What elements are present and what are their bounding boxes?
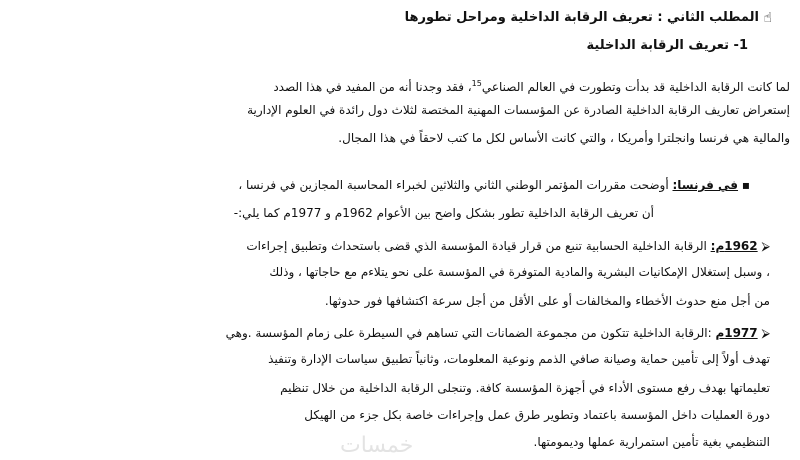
def-1977-line-4: دورة العمليات داخل المؤسسة باعتماد وتطوير طرق عمل وإجراءات خاصة بكل جزء من الهيكل [304,408,770,422]
year-1977: 1977م [715,326,758,340]
year-1962: 1962م: [710,239,758,253]
france-label: في فرنسا: [672,178,739,192]
def-1962-line-3: من أجل منع حدوث الأخطاء والمخالفات أو على الأقل من أجل سرعة اكتشافها فور حدوثها. [324,294,770,308]
footnote-ref: 15 [471,79,482,88]
def-1977-line-1 [0,323,770,343]
intro-text-b: ، فقد وجدنا أنه من المفيد في هذا الصدد [273,80,472,94]
intro-line-2: إستعراض تعاريف الرقابة الداخلية الصادرة عن المؤسسات المهنية المختصة لثلاث دول رائدة في العلوم الإدارية [247,103,790,117]
def-1977-line-3: تعليماتها بهدف رفع مستوى الأداء في أجهزة المؤسسة كافة. وتنجلى الرقابة الداخلية من خلال تنظيم [280,381,770,395]
def-1962-line-1 [0,236,770,256]
arrow-icon: ⮚ [761,326,770,340]
section-heading [0,8,772,28]
subsection-heading [0,36,748,56]
intro-line-3: والمالية هي فرنسا وانجلترا وأمريكا ، والتي كانت الأساس لكل ما كتب لاحقاً في هذا المجال. [338,131,790,145]
def-1962-text-1: الرقابة الداخلية الحسابية تنبع من قرار قيادة المؤسسة الذي قضى باستحداث وتطبيق إجراءات [246,239,707,253]
def-1977-text-1: :الرقابة الداخلية تتكون من مجموعة الضمانات التي تساهم في السيطرة على زمام المؤسسة .وهي [225,326,712,340]
subsection-title: 1- تعريف الرقابة الداخلية [586,38,748,53]
france-line-1 [0,175,750,195]
france-text-1: أوضحت مقررات المؤتمر الوطني الثاني والثلاثين لخبراء المحاسبة المجازين في فرنسا ، [238,178,669,192]
bullet-icon: ▪ [741,178,750,192]
pointing-hand-icon: ☝ [763,10,772,26]
section-title: المطلب الثاني : تعريف الرقابة الداخلية ومراحل تطورها [404,10,759,25]
watermark-logo: خمسات [340,433,414,458]
arrow-icon: ⮚ [761,239,770,253]
def-1977-line-5: التنظيمي بغية تأمين استمرارية عملها وديمومتها. [533,435,770,449]
intro-text-a: لما كانت الرقابة الداخلية قد بدأت وتطورت في العالم الصناعي [481,80,790,94]
intro-line-1 [0,74,790,97]
def-1977-line-2: تهدف أولاً إلى تأمين حماية وصيانة صافي الذمم ونوعية المعلومات، وثانياً تطبيق سياسات الإدارة وتنفيذ [268,352,770,366]
france-line-2: أن تعريف الرقابة الداخلية تطور بشكل واضح بين الأعوام 1962م و 1977م كما يلي:- [233,206,654,220]
def-1962-line-2: ، وسبل إستغلال الإمكانيات البشرية والمادية المتوفرة في المؤسسة على نحو يتلاءم مع حاجاتها ، وذلك [269,265,770,279]
